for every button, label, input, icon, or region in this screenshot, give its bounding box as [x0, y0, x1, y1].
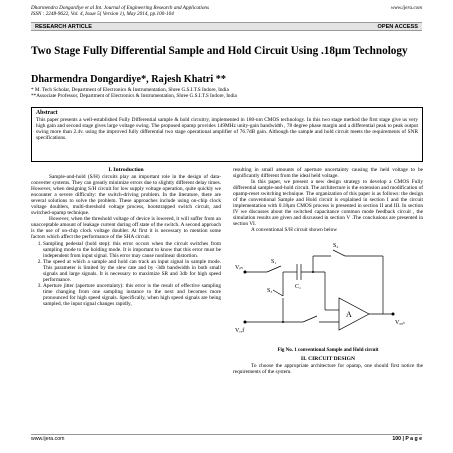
- author-affiliations: [31, 87, 237, 100]
- research-article-label: RESEARCH ARTICLE: [35, 24, 92, 30]
- affiliation-1: * M. Tech Scholar, Department of Electronics & Instrumentation, Shree G.S.I.T.S Indore, India: [31, 87, 229, 93]
- open-access-label: OPEN ACCESS: [377, 24, 418, 30]
- journal-line-2: ISSN : 2248-9622, Vol. 4, Issue 5( Version 1), May 2014, pp.100-104: [31, 11, 174, 18]
- circuit-design-heading: II. CIRCUIT DESIGN: [300, 355, 356, 362]
- s1-label: S₁: [271, 258, 277, 265]
- right-paragraph-1: resulting in small amounts of aperture uncertainty causing the held voltage to be significantly different from the ideal held voltage.: [233, 167, 423, 180]
- page-footer: [31, 434, 422, 442]
- sh-circuit-diagram: [233, 236, 423, 344]
- intro-paragraph-1: Sample-and-hold (S/H) circuits play an important role in the design of data-converter systems. They can greatly minimize errors due to slightly different delay times. However, when designing S/H circuit for low supply voltage operation, quite quickly we encounter a severe difficulty: the switch-driving problem. In the literature, there are several solutions to solve the problem. These approaches include using on-chip clock voltage doublers, multi-threshold voltage process, bootstrapped switch circuit, and switched-opamp technique.: [31, 174, 221, 217]
- figure-caption: Fig No. 1 conventional Sample and Hold circuit: [277, 347, 379, 353]
- paper-title: Two Stage Fully Differential Sample and Hold Circuit Using .18µm Technology: [31, 45, 408, 57]
- page-number: 100 | P a g e: [392, 436, 422, 442]
- left-column: [31, 167, 221, 307]
- list-item: 1. Sampling pedestal (hold step): this error occurs when the circuit switches from sampling mode to the holding mode. It is important to know that this error must be independent from input signal. This error may cause nonlinear distortion.: [43, 241, 221, 259]
- s2-label: S₂: [333, 242, 339, 249]
- abstract-box: [31, 107, 423, 162]
- amp-label: A: [346, 309, 352, 319]
- article-type-bar: [31, 22, 422, 31]
- factor-list: [31, 241, 221, 308]
- list-item: 2. The speed at which a sample and hold can track an input signal in sample mode. This parameter is limited by the slew rate and by -3db bandwidth in both small signals and large signals. It is necessary to maximize SR and 3db for high speed performance.: [43, 259, 221, 283]
- affiliation-2: **Associate Professor, Department of Electronics & Instrumentation, Shree G.S.I.T.S Indore, India: [31, 93, 237, 100]
- journal-header: [31, 5, 422, 18]
- vin-label: Vᵢₙ: [235, 264, 243, 271]
- s3-label: S₃: [267, 287, 273, 294]
- list-item: 3. Aperture jitter (aperture uncertainty): this error is the result of effective sampling time changing from one sampling instance to the next and becomes more pronounced for high speed signals. Specifically, when high speed signals are being sampled, the input signal changes rapidly,: [43, 283, 221, 307]
- right-paragraph-2: In this paper, we present a new design strategy to develop a CMOS Fully differential sample-and-hold circuit. The architecture is the extension and modification of opamp-reset switching technique. The organization of this paper is as follows: the design of the conventional Sample and Hold circuit is explained in section I and the circuit implementation with 0.18µm CMOS process is presented in section II and III. In section IV we discusses about the switched capacitance common mode feedback circuit , the simulation results are given and discussed in section V .The conclusions are presented in section VI.: [233, 179, 423, 228]
- introduction-heading: I. Introduction: [108, 167, 144, 173]
- journal-website[interactable]: www.ijera.com: [390, 5, 422, 11]
- footer-website[interactable]: www.ijera.com: [31, 436, 65, 442]
- circuit-design-paragraph: To choose the appropriate architecture for opamp, one should first notice the requirements of the system.: [233, 362, 423, 375]
- journal-line-1: Dharmendra Dongardiye et al Int. Journal of Engineering Research and Applications: [31, 5, 210, 11]
- vref-label: Vᵣₑf: [235, 327, 245, 334]
- c1-label: C₁: [295, 283, 302, 290]
- abstract-text: This paper presents a well-established Fully Differential sample & hold circuitry, implemented in 180-nm CMOS technology. In this two stage method the first stage give us very high gain and second stage gives large voltage swing. The proposed opamp provides 149MHz unity-gain bandwidth , 78 degree phase margin and a differential peak to peak output swing more than 2.4v. using the improved fully differential two stage operational amplifier of 76.7dB gain. Although the sample and hold circuit meets the requirements of SNR specifications.: [36, 117, 418, 142]
- paper-authors: Dharmendra Dongardiye*, Rajesh Khatri **: [31, 74, 226, 85]
- vout-label: V₀ᵤₜ: [395, 319, 406, 326]
- abstract-heading: Abstract: [36, 110, 58, 116]
- right-column: [233, 167, 423, 375]
- intro-paragraph-2: However, when the threshold voltage of device is lowered, it will suffer from an unacceptable amount of leakage current during off state of the switch. A second approach is the use of on-chip clock voltage doubler. At first it is necessary to mention some factors which affect the performance of the SHA circuit.: [31, 216, 221, 241]
- right-paragraph-3: A conventional S/H circuit shown below: [251, 227, 338, 234]
